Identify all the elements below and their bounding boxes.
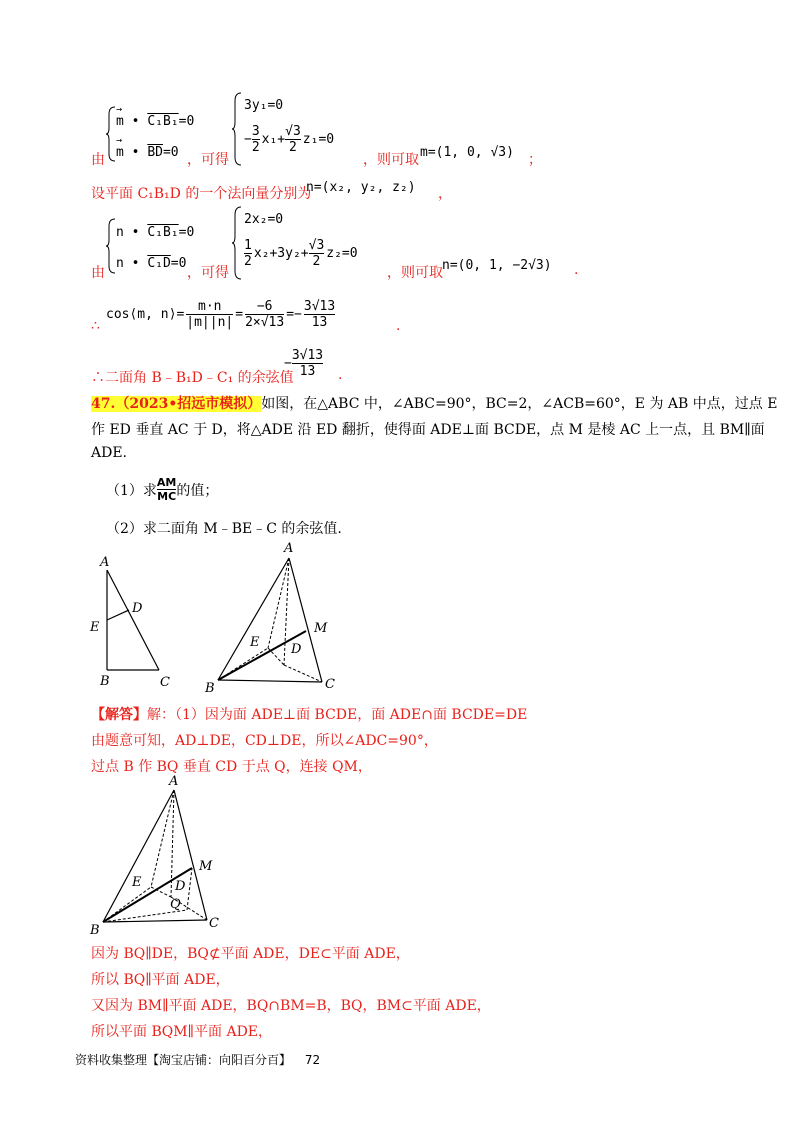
sys1-mid: ，可得 (187, 152, 229, 168)
problem-line-1: 如图，在△ABC 中，∠ABC=90°，BC=2，∠ACB=60°，E 为 AB 中点，过点 E (261, 396, 778, 412)
normal-vector-intro: 设平面 C₁B₁D 的一个法向量分别为 (91, 186, 312, 202)
fraction-sqrt3-over-2-b: $\frac{√3}{2}$ (308, 238, 325, 269)
left-brace-1 (106, 106, 116, 162)
fig1-label-B: B (100, 674, 110, 689)
question-1: （1）求 $\frac{AM}{MC}$ 的值； (106, 476, 219, 503)
fig2-label-B: B (205, 681, 215, 696)
sys1-cond-b: m → • $\overline{BD}=0$ (116, 135, 179, 160)
fig3-label-A: A (169, 774, 179, 789)
sys2-prefix: 由 (91, 265, 105, 281)
sys2-then: ，则可取 (387, 265, 443, 281)
fig3-label-B: B (90, 923, 100, 938)
fig3-label-E: E (132, 875, 142, 890)
fraction-1-over-2: $\frac{1}{2}$ (244, 238, 252, 269)
x1-term: x₁+ (261, 132, 286, 147)
fraction-sqrt3-over-2: $\frac{√3}{2}$ (285, 124, 301, 155)
problem-source: （2023•招远市模拟） (115, 396, 262, 412)
solution-tag: 【解答】 (91, 707, 147, 723)
x2-y2-terms: x₂+3y₂+ (253, 246, 309, 261)
fig1-label-A: A (100, 555, 110, 570)
figure-flat-triangle (80, 548, 190, 693)
fraction-3-over-2: $\frac{3}{2}$ (251, 124, 260, 155)
z1-term: z₁=0 (302, 132, 335, 147)
sys1-cond-a: m → • C₁B₁=0 (116, 104, 195, 129)
problem-line-3: ADE. (91, 445, 128, 461)
conclusion-end: . (338, 367, 343, 383)
page-footer (75, 1051, 320, 1068)
therefore-symbol: ∴ (91, 318, 100, 334)
conclusion-text: ∴二面角 B﹣B₁D﹣C₁ 的余弦值 (91, 370, 294, 386)
cos-end: . (396, 318, 401, 334)
solution-line-5: 所以 BQ∥平面 ADE， (91, 972, 230, 988)
sys1-res-a: 3y₁=0 (244, 98, 284, 113)
sys2-cond-a: n • C₁B₁=0 (116, 225, 195, 240)
solution-line-3: 过点 B 作 BQ 垂直 CD 于点 Q，连接 QM， (91, 759, 372, 775)
sys1-end: ； (528, 152, 542, 168)
solution-line-1: 【解答】解：（1）因为面 ADE⊥面 BCDE，面 ADE∩面 BCDE=DE (91, 707, 528, 723)
fig2-label-A: A (284, 541, 294, 556)
fig1-label-E: E (90, 620, 100, 635)
solution-line-6: 又因为 BM∥平面 ADE，BQ∩BM=B，BQ，BM⊂平面 ADE， (91, 998, 491, 1014)
problem-line-2: 作 ED 垂直 AC 于 D，将△ADE 沿 ED 翻折，使得面 ADE⊥面 BCDE，点 M 是棱 AC 上一点，且 BM∥面 (91, 422, 765, 438)
sys1-then: ，则可取 (363, 152, 419, 168)
z2-term: z₂=0 (326, 246, 358, 261)
fig3-label-C: C (209, 916, 219, 931)
fig1-label-D: D (132, 601, 143, 616)
problem-heading (91, 393, 777, 413)
fig3-label-M: M (199, 859, 213, 874)
sys2-vec: n=(0, 1, −2√3) (442, 258, 552, 273)
left-brace-3 (106, 218, 116, 274)
sys2-mid: ，可得 (187, 265, 229, 281)
fig3-label-D: D (175, 879, 186, 894)
sys1-res-b (244, 124, 334, 155)
question-2: （2）求二面角 M﹣BE﹣C 的余弦值. (106, 521, 342, 537)
normal-vector-n: n=(x₂, y₂, z₂) (306, 180, 416, 195)
fig3-label-Q: Q (170, 897, 181, 912)
fig1-label-C: C (160, 675, 170, 690)
left-brace-2 (232, 92, 242, 166)
sys2-end: . (574, 262, 579, 278)
minus-sign: − (244, 132, 252, 147)
left-brace-4 (232, 206, 242, 280)
solution-line-7: 所以平面 BQM∥平面 ADE， (91, 1024, 273, 1040)
sys1-prefix: 由 (91, 152, 105, 168)
sys2-cond-b: n • C₁D=0 (116, 256, 187, 271)
figure-folded-pyramid (200, 538, 350, 698)
conclusion-value: − $\frac{3√13}{13}$ (284, 347, 324, 379)
figure-pyramid-with-q (85, 772, 235, 940)
page-number: 72 (304, 1053, 321, 1067)
line2-end: ， (438, 186, 452, 202)
problem-number: 47. (91, 396, 116, 412)
sys2-res-b (244, 238, 358, 269)
cos-expression: cos⟨m, n⟩= $\frac{m\cdot n}{|m||n|}$ = $\frac{-6}{2\times√13}$ =− $\frac{3√13}{13}$ (106, 298, 336, 330)
fig2-label-D: D (291, 642, 302, 657)
solution-line-4: 因为 BQ∥DE，BQ⊄平面 ADE，DE⊂平面 ADE， (91, 946, 410, 962)
fig2-label-C: C (325, 677, 335, 692)
sys1-vec: m=(1, 0, √3) (420, 145, 514, 160)
sys2-res-a: 2x₂=0 (244, 212, 284, 227)
footer-text: 资料收集整理【淘宝店铺：向阳百分百】 (75, 1053, 292, 1067)
fig2-label-E: E (250, 635, 260, 650)
solution-line-2: 由题意可知，AD⊥DE，CD⊥DE，所以∠ADC=90°， (91, 733, 438, 749)
fig2-label-M: M (314, 621, 328, 636)
